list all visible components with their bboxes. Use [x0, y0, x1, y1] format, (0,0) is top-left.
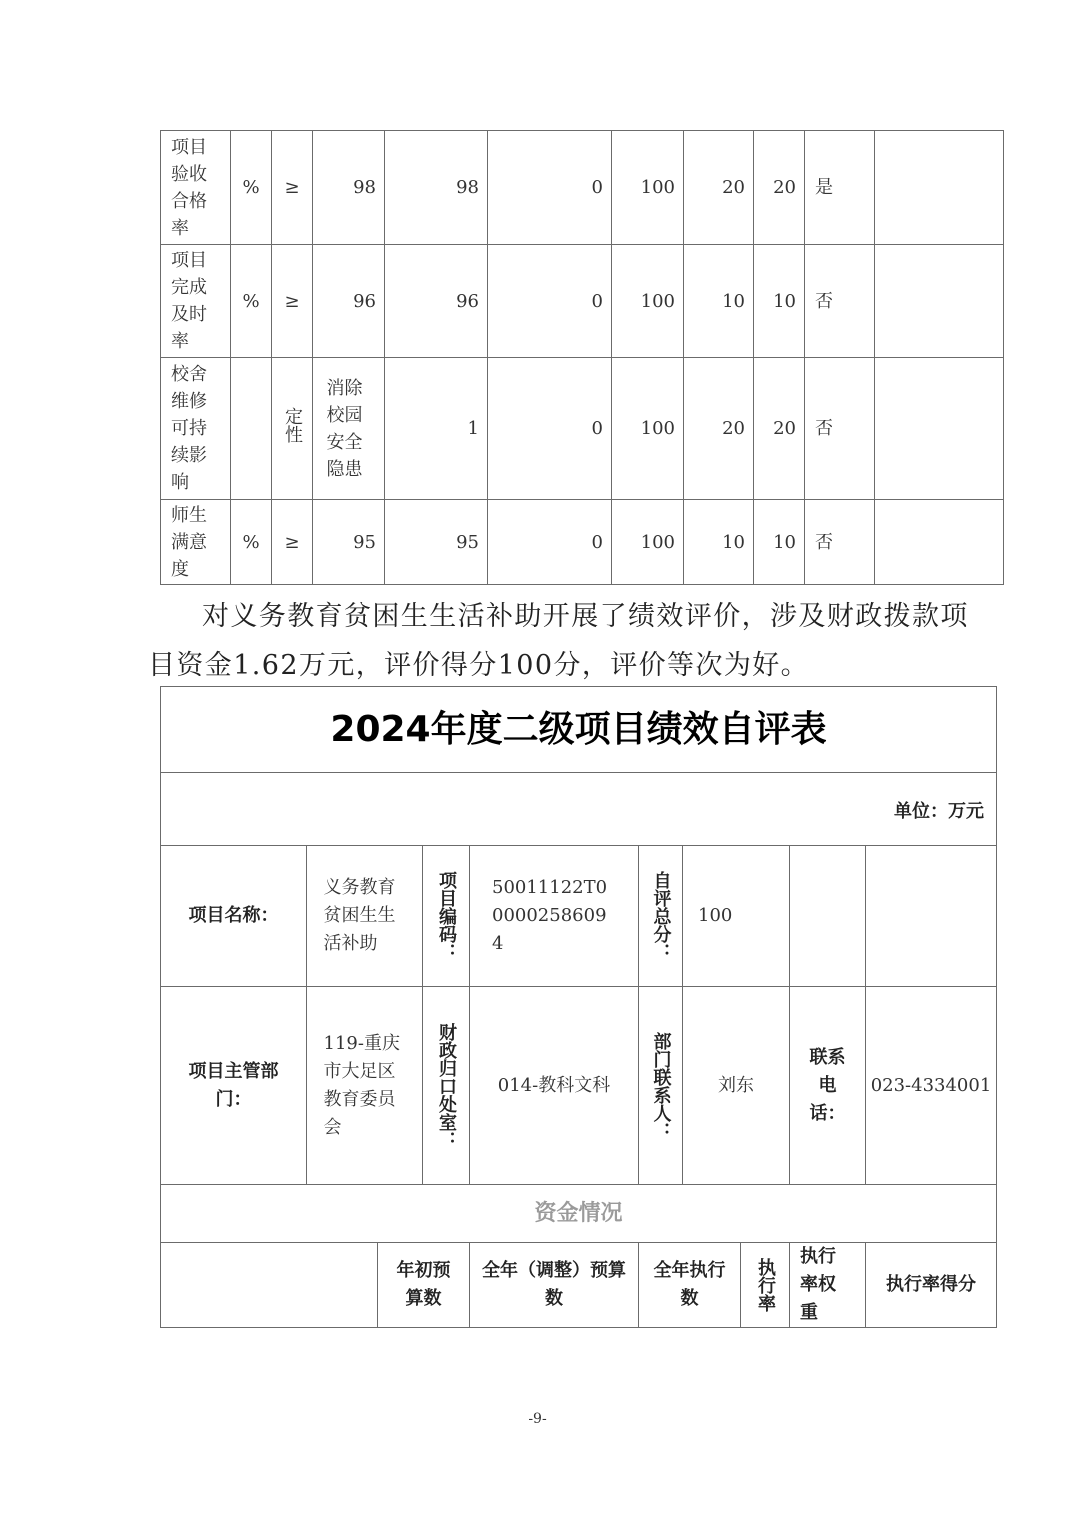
indicator-unit: %	[231, 245, 272, 358]
project-name-value: 义务教育贫困生生活补助	[306, 845, 423, 987]
project-name-label: 项目名称：	[160, 845, 307, 987]
indicator-actual: 98	[385, 131, 488, 245]
dept-contact-label: 部门联系人：	[638, 986, 683, 1185]
table-row	[161, 131, 1004, 245]
indicator-target: 95	[313, 500, 385, 585]
project-code-value: 50011122T000002586094	[469, 845, 639, 987]
indicator-completion: 100	[612, 358, 684, 500]
indicator-unit	[231, 358, 272, 500]
page-number: -9-	[528, 1411, 547, 1427]
indicator-deviation: 0	[488, 500, 612, 585]
indicator-note	[875, 500, 1004, 585]
funds-header-rate-weight: 执行率权重	[789, 1242, 866, 1328]
paragraph-line: 目资金1.62万元，评价得分100分，评价等次为好。	[148, 650, 810, 681]
funds-header-executed: 全年执行数	[638, 1242, 741, 1328]
indicator-score: 10	[754, 245, 805, 358]
indicator-target: 消除校园安全隐患	[313, 358, 385, 500]
funds-header-rate: 执行率	[740, 1242, 790, 1328]
dept-contact-value: 刘东	[682, 986, 790, 1185]
phone-value: 023-4334001	[865, 986, 997, 1185]
indicator-weight: 10	[684, 500, 754, 585]
finance-office-value: 014-教科文科	[469, 986, 639, 1185]
table-row	[161, 500, 1004, 585]
indicator-deviation: 0	[488, 358, 612, 500]
indicator-name: 项目完成及时率	[161, 245, 231, 358]
funds-header-initial-budget: 年初预算数	[377, 1242, 470, 1328]
indicator-actual: 1	[385, 358, 488, 500]
evaluation-paragraph	[148, 592, 998, 690]
indicator-actual: 95	[385, 500, 488, 585]
funds-section-title: 资金情况	[160, 1184, 997, 1243]
indicator-deviation: 0	[488, 245, 612, 358]
indicator-name: 项目验收合格率	[161, 131, 231, 245]
indicator-score: 20	[754, 131, 805, 245]
indicator-weight: 10	[684, 245, 754, 358]
dept-label: 项目主管部门：	[160, 986, 307, 1185]
finance-office-label: 财政归口处室：	[422, 986, 470, 1185]
indicator-operator: ≥	[272, 245, 313, 358]
indicator-flag: 是	[805, 131, 875, 245]
indicator-weight: 20	[684, 358, 754, 500]
phone-label: 联系电话：	[789, 986, 866, 1185]
funds-header-rate-score: 执行率得分	[865, 1242, 997, 1328]
funds-header-adjusted-budget: 全年（调整）预算数	[469, 1242, 639, 1328]
indicator-target: 98	[313, 131, 385, 245]
table-row	[161, 245, 1004, 358]
self-score-label: 自评总分：	[638, 845, 683, 987]
indicator-actual: 96	[385, 245, 488, 358]
funds-header-blank	[160, 1242, 378, 1328]
table-row	[161, 358, 1004, 500]
indicator-deviation: 0	[488, 131, 612, 245]
indicator-table	[160, 130, 1004, 585]
indicator-name: 校舍维修可持续影响	[161, 358, 231, 500]
indicator-flag: 否	[805, 358, 875, 500]
indicator-note	[875, 131, 1004, 245]
indicator-weight: 20	[684, 131, 754, 245]
indicator-completion: 100	[612, 131, 684, 245]
indicator-note	[875, 245, 1004, 358]
indicator-note	[875, 358, 1004, 500]
dept-value: 119-重庆市大足区教育委员会	[306, 986, 423, 1185]
indicator-flag: 否	[805, 500, 875, 585]
indicator-operator: 定性	[272, 358, 313, 500]
empty-cell	[789, 845, 866, 987]
paragraph-line: 对义务教育贫困生生活补助开展了绩效评价，涉及财政拨款项	[202, 601, 969, 632]
indicator-completion: 100	[612, 500, 684, 585]
form-title: 2024年度二级项目绩效自评表	[160, 686, 997, 773]
indicator-operator: ≥	[272, 500, 313, 585]
indicator-name: 师生满意度	[161, 500, 231, 585]
indicator-score: 20	[754, 358, 805, 500]
indicator-unit: %	[231, 500, 272, 585]
indicator-operator: ≥	[272, 131, 313, 245]
self-score-value: 100	[682, 845, 790, 987]
self-evaluation-form	[160, 686, 997, 1328]
indicator-unit: %	[231, 131, 272, 245]
indicator-score: 10	[754, 500, 805, 585]
indicator-flag: 否	[805, 245, 875, 358]
indicator-completion: 100	[612, 245, 684, 358]
unit-label: 单位：万元	[160, 772, 997, 846]
indicator-target: 96	[313, 245, 385, 358]
project-code-label: 项目编码：	[422, 845, 470, 987]
empty-cell	[865, 845, 997, 987]
